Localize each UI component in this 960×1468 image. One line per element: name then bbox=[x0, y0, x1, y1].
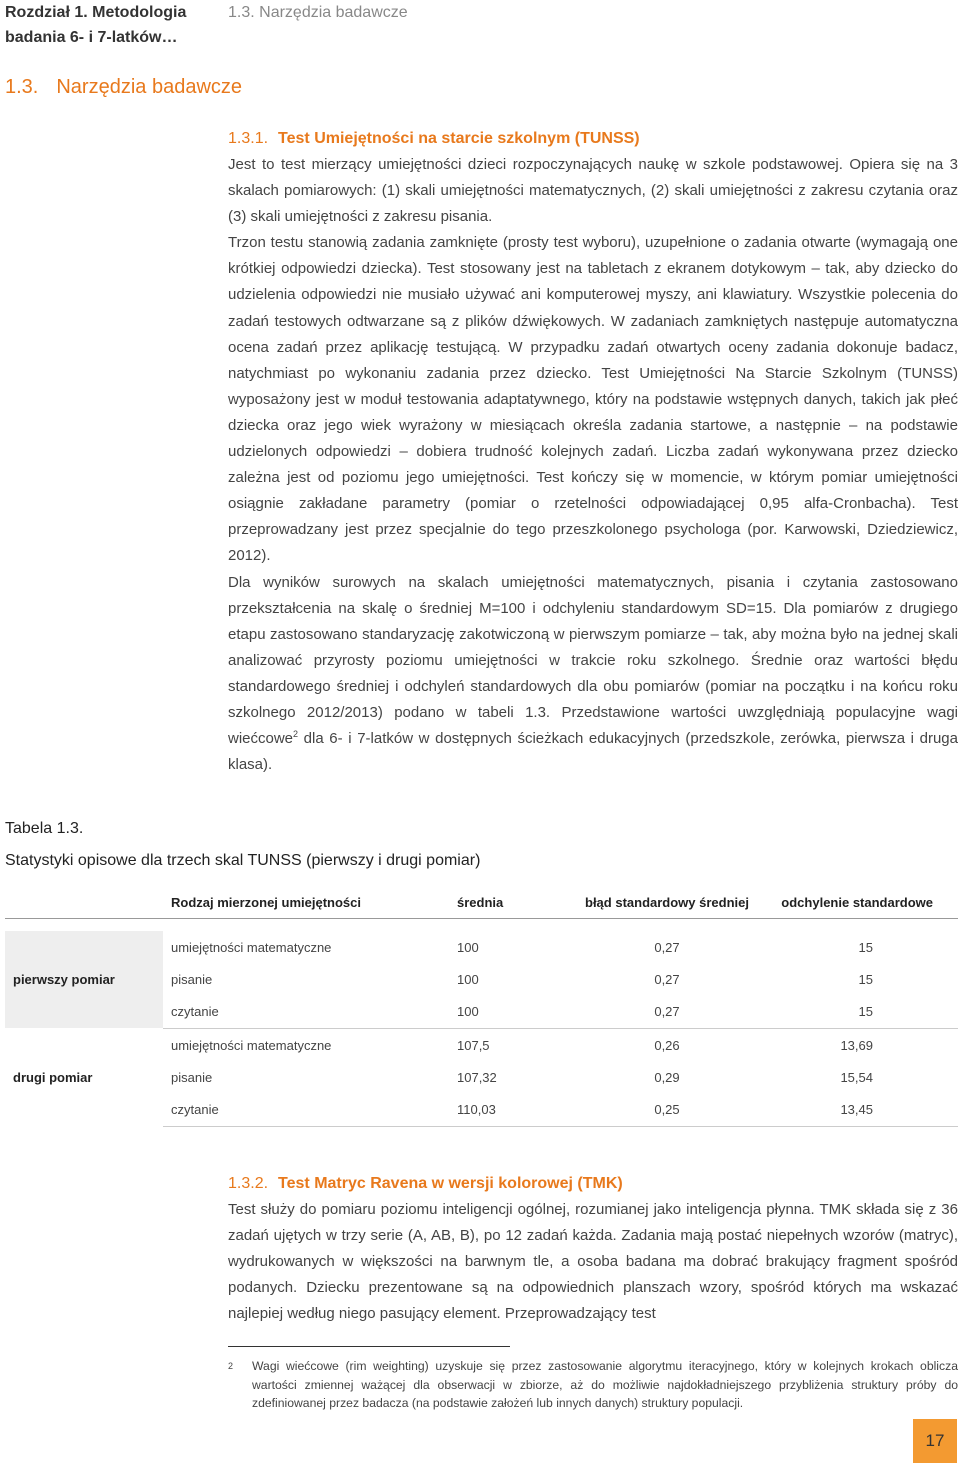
table-cell: 0,29 bbox=[654, 1069, 680, 1085]
table-cell: 100 bbox=[457, 971, 479, 987]
table-cell: czytanie bbox=[163, 996, 431, 1029]
table-cell: 13,69 bbox=[840, 1037, 873, 1053]
subsection-title: Test Matryc Ravena w wersji kolorowej (TMK) bbox=[278, 1175, 623, 1192]
table-cell: pisanie bbox=[171, 971, 213, 987]
table-cell: pisanie bbox=[171, 1069, 213, 1085]
table-header: Rodzaj mierzonej umiejętności bbox=[163, 886, 431, 919]
running-header-chapter: Rozdział 1. Metodologia badania 6- i 7-latków… bbox=[5, 4, 187, 46]
footnote bbox=[228, 1357, 958, 1413]
subsection-heading-tunss bbox=[228, 127, 640, 151]
table-cell: 100 bbox=[431, 996, 567, 1029]
table-cell: 107,32 bbox=[457, 1069, 497, 1085]
paragraph: Trzon testu stanowią zadania zamknięte (prosty test wyboru), uzupełnione o zadania otwarte (wymagają one krótkiej odpowiedzi dziecka). Test stosowany jest na tabletach z ekranem dotykowym – tak, aby dziecko do udzielenia odpowiedzi nie musiało używać ani komputerowej myszy, ani klawiatury. Wszystkie polecenia do zadań testowych odtwarzane są z plików dźwiękowych. W zadaniach zamkniętych następuje automatyczna ocena zadań przez aplikację testującą. W przypadku zadań otwartych oceny zadania dokonuje badacz, natychmiast po wykonaniu zadania przez dziecko. Test Umiejętności Na Starcie Szkolnym (TUNSS) wyposażony jest w moduł testowania adaptatywnego, który na podstawie wstępnych danych, takich jak płeć dziecka oraz jego wiek wyrażony w miesiącach określa zadania startowe, a następnie – na podstawie udzielonych odpowiedzi – dobiera trudność kolejnych zadań. Liczba zadań wykonywana przez dziecko zależna jest od poziomu jego umiejętności. Test kończy się w momencie, w którym pomiar umiejętności osiągnie zakładane parametry (pomiar o rzetelności odpowiadającej 0,95 alfa-Cronbacha). Test przeprowadzany jest przez specjalnie do tego przeszkolonego psychologa (por. Karwowski, Dziedziewicz, 2012). bbox=[228, 234, 958, 565]
table-cell: umiejętności matematyczne bbox=[171, 1037, 332, 1053]
table-cell: 110,03 bbox=[431, 1093, 567, 1126]
subsection-number: 1.3.2. bbox=[228, 1175, 269, 1192]
table-label: Tabela 1.3. bbox=[5, 820, 84, 837]
table-cell: 0,27 bbox=[654, 939, 680, 955]
table-cell: umiejętności matematyczne bbox=[171, 939, 332, 955]
table-header: odchylenie standardowe bbox=[767, 886, 958, 919]
paragraph: Test służy do pomiaru poziomu inteligencji ogólnej, rozumianej jako inteligencja płynna. TMK składa się z 36 zadań ujętych w trzy serie (A, AB, B), po 12 zadań każda. Zadania mają postać niepełnych wzorów (matryc), wydrukowanych w większości na barwnym tle, a osoba badana ma dobrać brakujący fragment spośród podanych. Dziecku prezentowane są na odpowiednich planszach wzory, spośród których ma wskazać najlepiej według niego pasujący element. Przeprowadzający test bbox=[228, 1201, 958, 1323]
table-cell: 15 bbox=[858, 971, 873, 987]
paragraph bbox=[228, 570, 958, 779]
footnote-text: Wagi wiećcowe (rim weighting) uzyskuje się przez zastosowanie algorytmu iteracyjnego, który w kolejnych krokach oblicza wartości zmiennej ważącej dla obserwacji w zbiorze, aż do możliwie najdokładniejszego przybliżenia struktury próby do zdefiniowanej przez badacza (na podstawie założeń lub innych danych) struktury populacji. bbox=[252, 1359, 958, 1410]
table-header: średnia bbox=[431, 886, 567, 919]
table-header-group bbox=[5, 886, 163, 919]
group-label: pierwszy pomiar bbox=[5, 931, 163, 1028]
subsection-number: 1.3.1. bbox=[228, 130, 269, 147]
paragraph-text: Dla wyników surowych na skalach umiejętności matematycznych, pisania i czytania zastosowano przekształcenia na skalę o średniej M=100 i odchyleniu standardowym SD=15. Dla pomiarów z drugiego etapu zastosowano standaryzację zakotwiczoną w pierwszym pomiarze – tak, aby można było na jednej skali analizować przyrosty poziomu umiejętności w trakcie roku szkolnego. Średnie oraz wartości błędu standardowego średniej i odchyleń standardowych dla obu pomiarów (pomiar na początku i na końcu roku szkolnego 2012/2013) podano w tabeli 1.3. Przedstawione wartości uwzględniają populacyjne wagi wiećcowe bbox=[228, 573, 958, 748]
table-cell: 0,26 bbox=[654, 1037, 680, 1053]
statistics-table bbox=[5, 886, 958, 1127]
table-row bbox=[5, 931, 958, 963]
table-cell: 107,5 bbox=[457, 1037, 490, 1053]
table-header-row bbox=[5, 886, 958, 919]
table-cell: 0,27 bbox=[654, 971, 680, 987]
table-title: Statystyki opisowe dla trzech skal TUNSS (pierwszy i drugi pomiar) bbox=[5, 852, 481, 869]
table-cell: 15 bbox=[858, 939, 873, 955]
page-number-badge: 17 bbox=[913, 1419, 957, 1463]
section-heading bbox=[5, 74, 242, 100]
footnote-mark: 2 bbox=[228, 1361, 234, 1371]
subsection-title: Test Umiejętności na starcie szkolnym (TUNSS) bbox=[278, 130, 640, 147]
table-row bbox=[5, 1028, 958, 1061]
table-header: błąd standardowy średniej bbox=[567, 886, 767, 919]
table-cell: 13,45 bbox=[767, 1093, 958, 1126]
table-cell: 0,27 bbox=[567, 996, 767, 1029]
tunss-body bbox=[228, 152, 958, 778]
group-label: drugi pomiar bbox=[5, 1028, 163, 1126]
table-cell: 100 bbox=[457, 939, 479, 955]
tmk-body bbox=[228, 1197, 958, 1327]
subsection-heading-tmk bbox=[228, 1172, 623, 1196]
table-cell: 15 bbox=[767, 996, 958, 1029]
footnote-divider bbox=[228, 1346, 510, 1347]
running-header-section: 1.3. Narzędzia badawcze bbox=[228, 4, 408, 21]
section-title: Narzędzia badawcze bbox=[56, 76, 243, 98]
paragraph: Jest to test mierzący umiejętności dzieci rozpoczynających naukę w szkole podstawowej. Opiera się na 3 skalach pomiarowych: (1) skali umiejętności matematycznych, (2) skali umiejętności z zakresu czytania oraz (3) skali umiejętności z zakresu pisania. bbox=[228, 156, 958, 226]
table-cell: 15,54 bbox=[840, 1069, 873, 1085]
footnote-ref: 2 bbox=[293, 729, 299, 740]
section-number: 1.3. bbox=[5, 76, 39, 98]
table-cell: czytanie bbox=[163, 1093, 431, 1126]
table-cell: 0,25 bbox=[567, 1093, 767, 1126]
paragraph-text: dla 6- i 7-latków w dostępnych ścieżkach edukacyjnych (przedszkole, zerówka, pierwsza i druga klasa). bbox=[228, 730, 958, 774]
